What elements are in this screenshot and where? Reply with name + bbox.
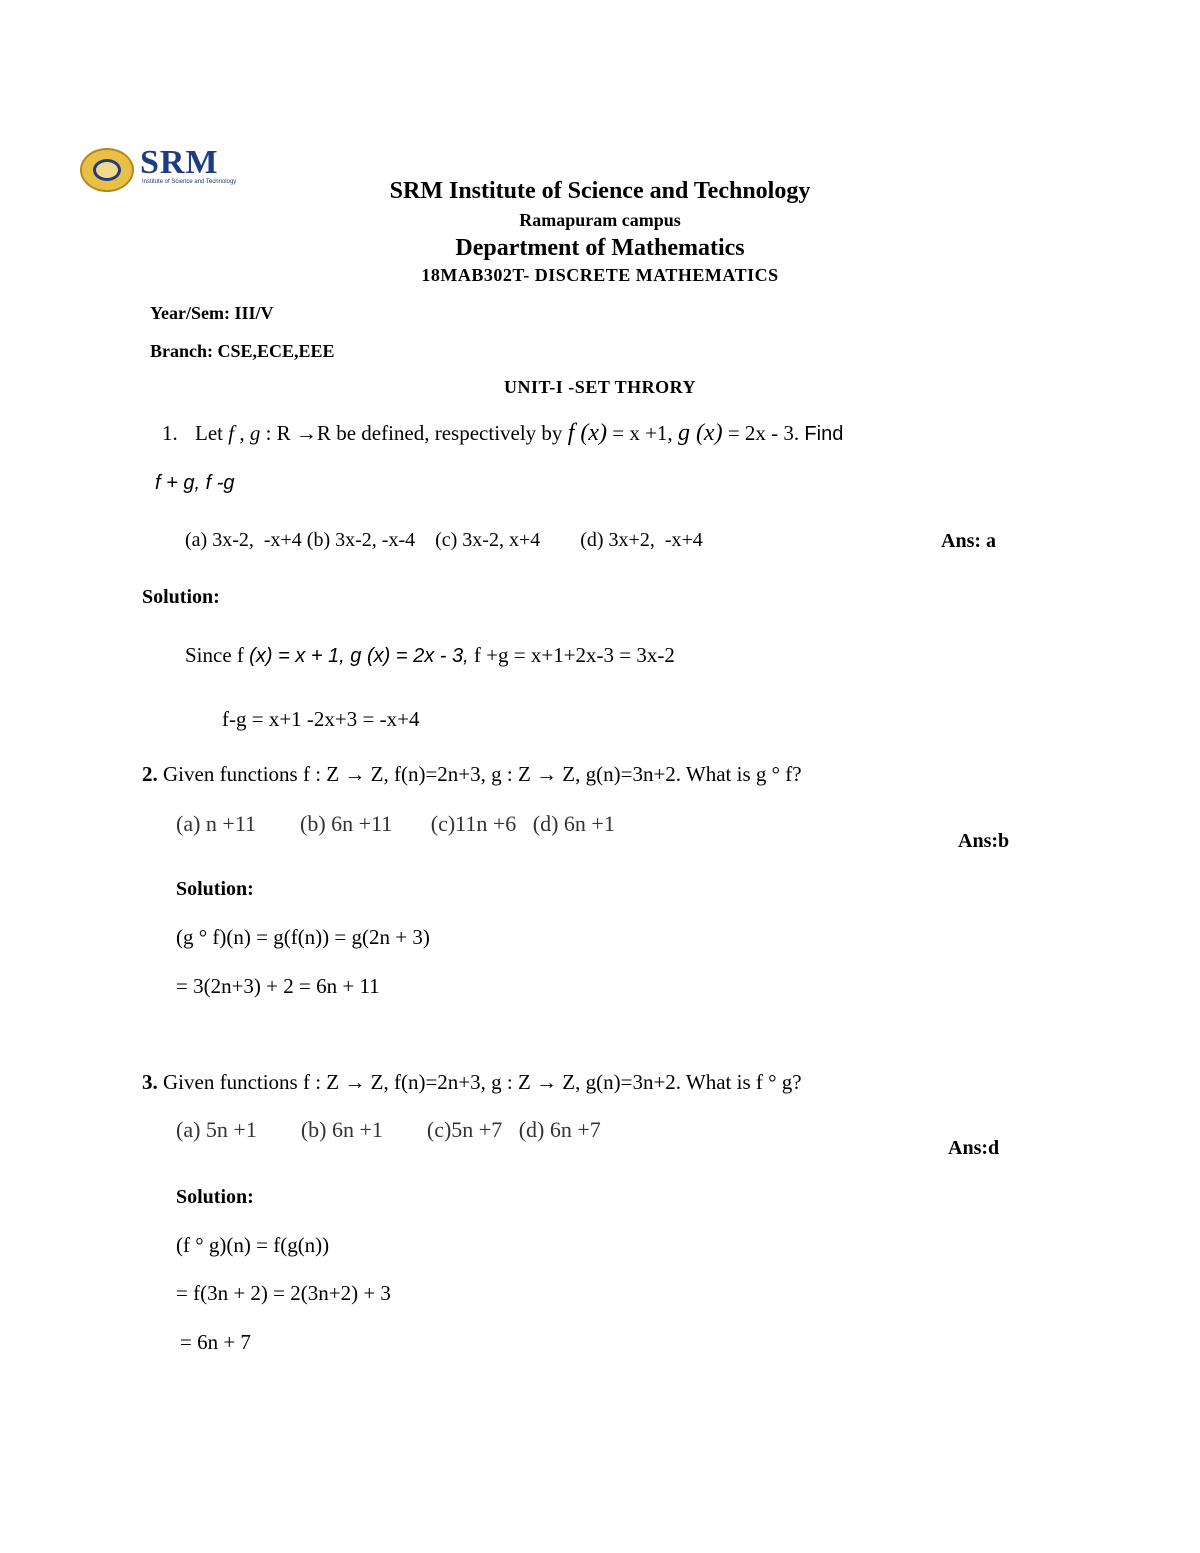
q2-solution-line1: (g ° f)(n) = g(f(n)) = g(2n + 3) xyxy=(176,925,430,949)
branch: Branch: CSE,ECE,EEE xyxy=(150,341,335,361)
year-sem: Year/Sem: III/V xyxy=(150,303,274,323)
q2-statement xyxy=(142,762,802,787)
q1-domain: : R →R xyxy=(265,421,331,445)
q1-gx: g (x) xyxy=(677,420,723,446)
campus-name: Ramapuram campus xyxy=(519,210,681,230)
q1-sol-sum: f +g = x+1+2x-3 = 3x-2 xyxy=(473,643,675,667)
q2-answer: Ans:b xyxy=(958,830,1010,852)
q1-gx-def: = 2x - 3. xyxy=(727,421,800,445)
q1-answer: Ans: a xyxy=(941,530,997,552)
q1-functions: f , g xyxy=(228,421,261,445)
q1-sol-defs: (x) = x + 1, g (x) = 2x - 3, xyxy=(249,645,469,667)
q3-solution-line2: = f(3n + 2) = 2(3n+2) + 3 xyxy=(176,1281,391,1305)
q1-number: 1. xyxy=(162,421,178,445)
q2-number: 2. xyxy=(142,762,158,786)
q2-text: Given functions f : Z → Z, f(n)=2n+3, g : Z → Z, g(n)=3n+2. What is g ° f? xyxy=(163,762,802,786)
q3-number: 3. xyxy=(142,1070,158,1094)
q1-fx: f (x) xyxy=(567,420,607,446)
institute-title: SRM Institute of Science and Technology xyxy=(389,178,811,204)
logo-wordmark: SRM xyxy=(140,144,219,181)
course-title: 18MAB302T- DISCRETE MATHEMATICS xyxy=(421,265,779,285)
unit-heading: UNIT-I -SET THRORY xyxy=(503,377,697,397)
q3-text: Given functions f : Z → Z, f(n)=2n+3, g : Z → Z, g(n)=3n+2. What is f ° g? xyxy=(163,1070,802,1094)
q1-fx-def: = x +1, xyxy=(612,421,673,445)
q2-solution-line2: = 3(2n+3) + 2 = 6n + 11 xyxy=(176,974,380,998)
q1-solution-line2: f-g = x+1 -2x+3 = -x+4 xyxy=(222,707,420,731)
q1-find-expr: f + g, f -g xyxy=(155,472,235,494)
logo-tagline: Institute of Science and Technology xyxy=(142,179,237,185)
q1-text-defined: be defined, respectively by xyxy=(336,421,563,445)
q3-answer: Ans:d xyxy=(948,1137,1000,1159)
department-title: Department of Mathematics xyxy=(455,235,745,261)
q1-options: (a) 3x-2, -x+4 (b) 3x-2, -x-4 (c) 3x-2, x+4 (d) 3x+2, -x+4 xyxy=(185,529,703,551)
q2-options: (a) n +11 (b) 6n +11 (c)11n +6 (d) 6n +1 xyxy=(176,811,615,836)
q3-statement xyxy=(142,1070,802,1095)
q1-solution-line1 xyxy=(185,643,675,668)
q1-find: Find xyxy=(804,423,844,445)
q1-solution-label: Solution: xyxy=(142,586,220,608)
q3-options: (a) 5n +1 (b) 6n +1 (c)5n +7 (d) 6n +7 xyxy=(176,1117,601,1142)
q3-solution-line1: (f ° g)(n) = f(g(n)) xyxy=(176,1233,330,1257)
q2-solution-label: Solution: xyxy=(176,878,254,900)
q1-sol-since: Since f xyxy=(185,643,244,667)
q3-solution-line3: = 6n + 7 xyxy=(180,1330,251,1354)
q1-text-let: Let xyxy=(195,421,223,445)
q3-solution-label: Solution: xyxy=(176,1186,254,1208)
q1-statement xyxy=(162,420,843,447)
